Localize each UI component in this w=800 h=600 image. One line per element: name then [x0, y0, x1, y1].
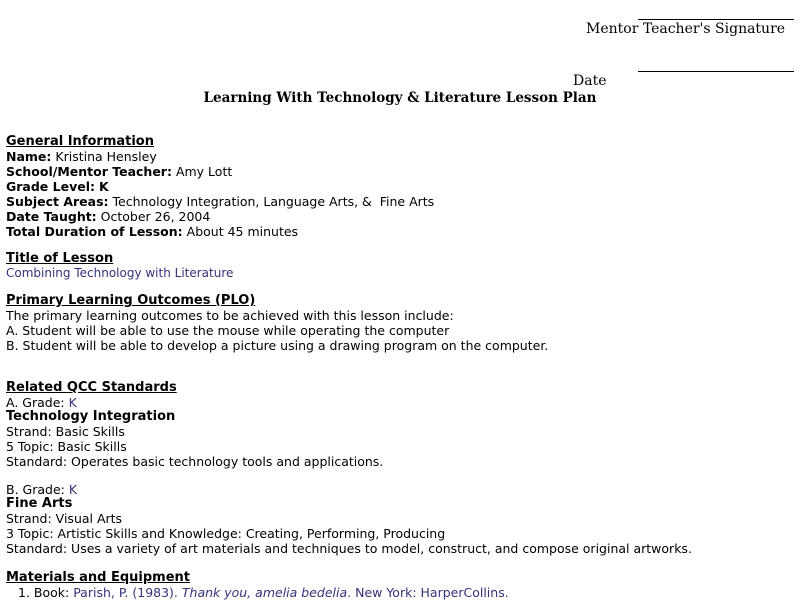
qcc-a-grade-value: K [68, 395, 77, 410]
subject-row [6, 194, 434, 209]
qcc-b-grade [6, 482, 77, 497]
grade-label: Grade Level: [6, 179, 95, 194]
qcc-a-topic: 5 Topic: Basic Skills [6, 439, 127, 454]
date-signature-line [638, 71, 794, 72]
plo-intro: The primary learning outcomes to be achieved with this lesson include: [6, 308, 454, 323]
plo-heading: Primary Learning Outcomes (PLO) [6, 293, 256, 308]
qcc-b-standard: Standard: Uses a variety of art materials and techniques to model, construct, and compose original artworks. [6, 541, 692, 556]
mentor-signature-label: Mentor Teacher's Signature [586, 21, 786, 37]
date-label: Date [573, 73, 607, 89]
subject-value: Technology Integration, Language Arts, & Fine Arts [112, 194, 435, 209]
page-title: Learning With Technology & Literature Lesson Plan [203, 90, 597, 106]
materials-item-1-author[interactable]: Parish, P. (1983). [73, 585, 178, 600]
qcc-a-grade [6, 395, 77, 410]
plo-item-b: B. Student will be able to develop a picture using a drawing program on the computer. [6, 338, 549, 353]
qcc-b-grade-label: B. Grade: [6, 482, 69, 497]
qcc-a-grade-label: A. Grade: [6, 395, 69, 410]
qcc-a-strand: Strand: Basic Skills [6, 424, 125, 439]
date-taught-value: October 26, 2004 [100, 209, 211, 224]
duration-value: About 45 minutes [186, 224, 299, 239]
qcc-b-grade-value: K [68, 482, 78, 497]
date-taught-row [6, 209, 210, 224]
lesson-title-value: Combining Technology with Literature [6, 266, 234, 280]
qcc-b-topic: 3 Topic: Artistic Skills and Knowledge: Creating, Performing, Producing [6, 526, 446, 541]
materials-item-1-title[interactable]: Thank you, amelia bedelia [181, 585, 348, 600]
plo-item-a: A. Student will be able to use the mouse while operating the computer [6, 323, 450, 338]
materials-heading: Materials and Equipment [6, 570, 190, 585]
school-value: Amy Lott [175, 164, 233, 179]
date-taught-label: Date Taught: [6, 209, 97, 224]
lesson-title-heading: Title of Lesson [6, 251, 114, 266]
school-label: School/Mentor Teacher: [6, 164, 172, 179]
materials-item-1 [18, 585, 509, 600]
name-row [6, 149, 157, 164]
qcc-a-area: Technology Integration [6, 409, 176, 424]
qcc-heading: Related QCC Standards [6, 380, 177, 395]
grade-row [6, 179, 109, 194]
mentor-signature-line [638, 19, 794, 20]
name-value: Kristina Hensley [55, 149, 157, 164]
materials-item-1-prefix: 1. Book: [18, 585, 74, 600]
qcc-b-area: Fine Arts [6, 496, 73, 511]
grade-value: K [98, 179, 109, 194]
subject-label: Subject Areas: [6, 194, 109, 209]
general-information-heading: General Information [6, 134, 154, 149]
materials-item-1-publisher[interactable]: . New York: HarperCollins. [347, 585, 509, 600]
duration-row [6, 224, 298, 239]
qcc-b-strand: Strand: Visual Arts [6, 511, 123, 526]
school-row [6, 164, 232, 179]
name-label: Name: [6, 149, 52, 164]
duration-label: Total Duration of Lesson: [6, 224, 183, 239]
qcc-a-standard: Standard: Operates basic technology tools and applications. [6, 454, 384, 469]
